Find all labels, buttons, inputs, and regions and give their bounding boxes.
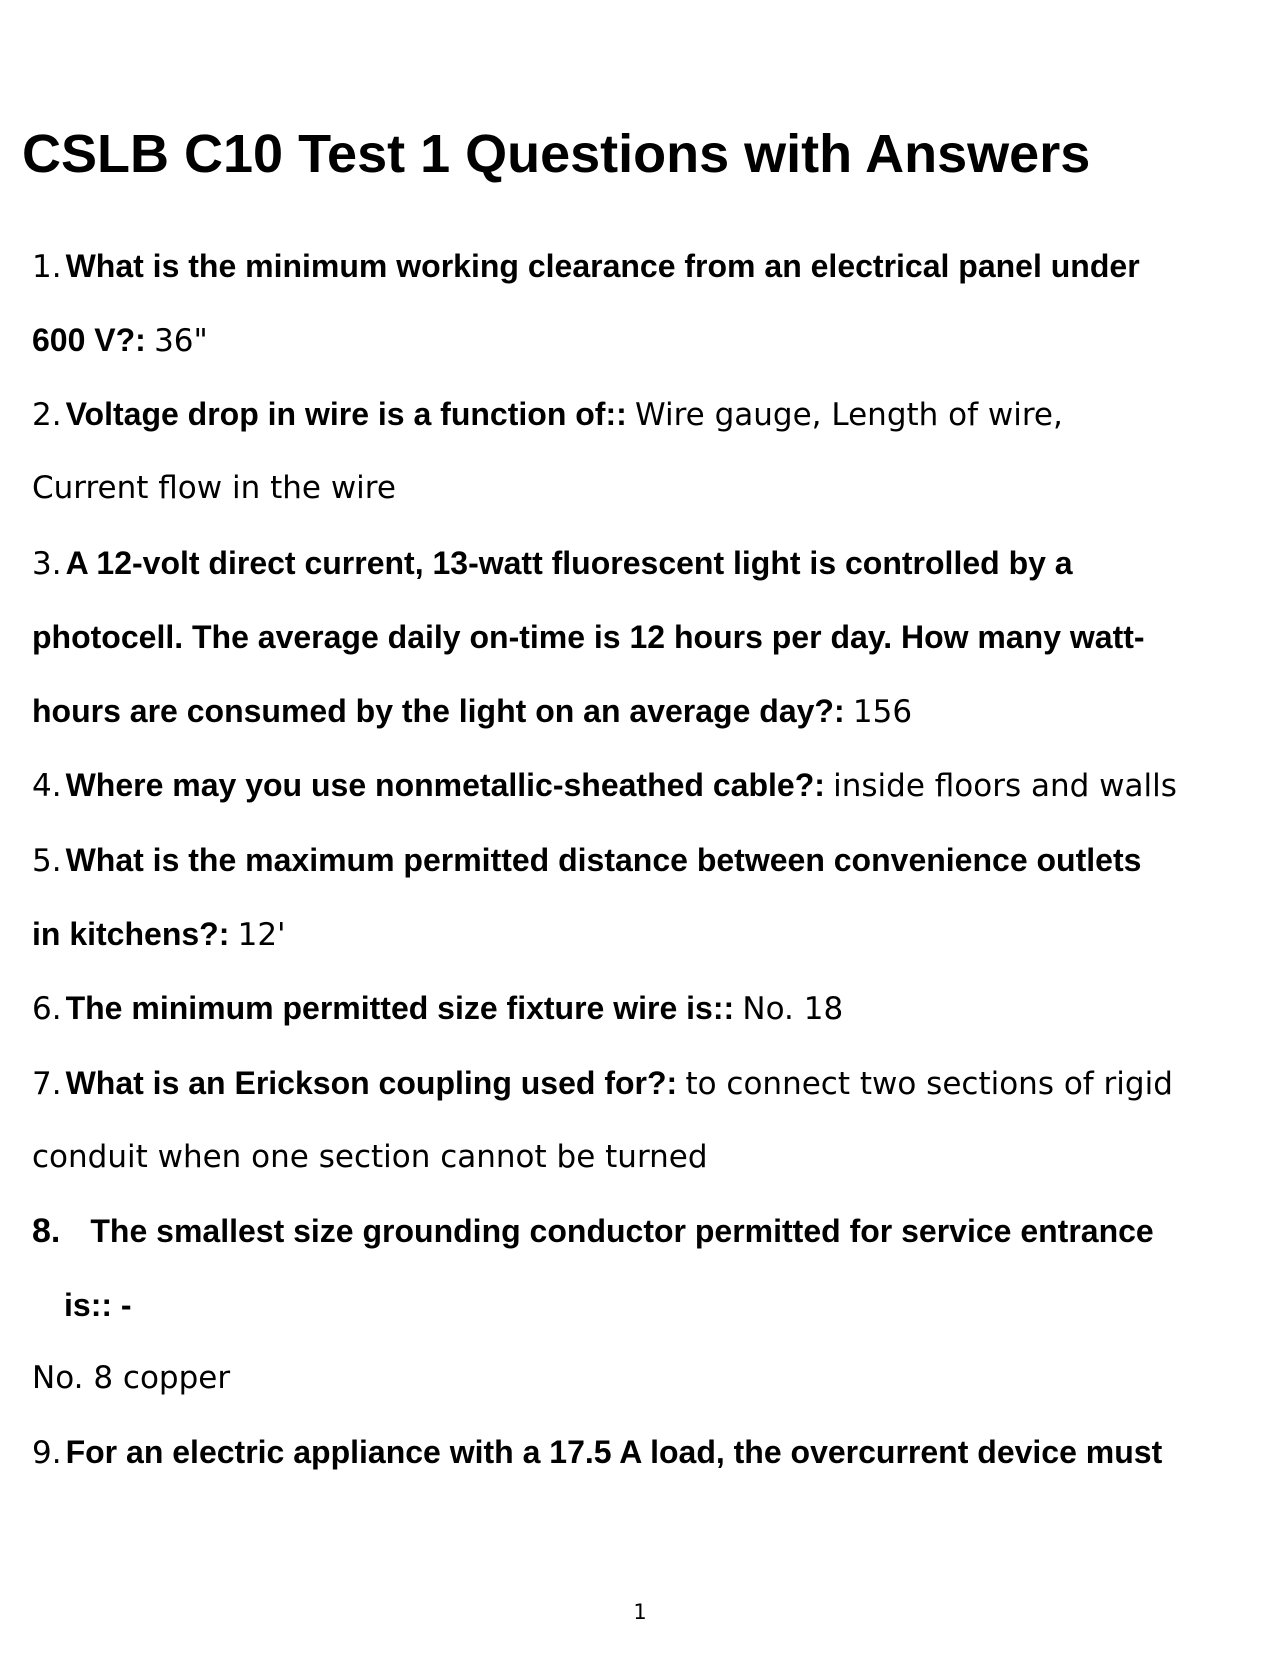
question-7-line-2 bbox=[32, 1137, 708, 1177]
question-number: 3. bbox=[32, 546, 62, 582]
question-text: What is the maximum permitted distance between convenience outlets bbox=[65, 842, 1142, 878]
answer-text: 36" bbox=[154, 323, 208, 359]
answer-text: Wire gauge, Length of wire, bbox=[635, 397, 1063, 433]
question-6-line-1 bbox=[32, 988, 843, 1029]
page-number: 1 bbox=[633, 1600, 647, 1624]
answer-text: 156 bbox=[852, 694, 913, 730]
question-text: is:: - bbox=[64, 1287, 132, 1323]
question-number: 2. bbox=[32, 397, 62, 433]
question-2-line-2 bbox=[32, 468, 396, 508]
question-number: 8. bbox=[32, 1212, 61, 1250]
answer-text: conduit when one section cannot be turned bbox=[32, 1139, 708, 1175]
question-text: 600 V?: bbox=[32, 322, 146, 358]
question-number: 9. bbox=[32, 1435, 62, 1471]
question-text: What is an Erickson coupling used for?: bbox=[65, 1065, 678, 1101]
question-text: What is the minimum working clearance from an electrical panel under bbox=[65, 248, 1140, 284]
question-number: 7. bbox=[32, 1066, 62, 1102]
question-number: 4. bbox=[32, 768, 62, 804]
question-text: For an electric appliance with a 17.5 A load, the overcurrent device must bbox=[65, 1434, 1163, 1470]
question-text: photocell. The average daily on-time is 12 hours per day. How many watt- bbox=[32, 619, 1145, 655]
answer-text: No. 18 bbox=[742, 991, 844, 1027]
question-text: Where may you use nonmetallic-sheathed cable?: bbox=[65, 767, 825, 803]
question-8-line-1 bbox=[32, 1211, 1154, 1252]
question-text: hours are consumed by the light on an average day?: bbox=[32, 693, 845, 729]
question-2-line-1 bbox=[32, 394, 1063, 435]
question-4-line-1 bbox=[32, 765, 1177, 806]
question-8-answer bbox=[32, 1358, 230, 1398]
answer-text: No. 8 copper bbox=[32, 1360, 231, 1396]
question-text: Voltage drop in wire is a function of:: bbox=[65, 396, 627, 432]
question-3-line-1 bbox=[32, 543, 1073, 584]
question-number: 6. bbox=[32, 991, 62, 1027]
question-text: The smallest size grounding conductor permitted for service entrance bbox=[90, 1213, 1154, 1249]
question-5-line-2 bbox=[32, 914, 286, 955]
question-text: in kitchens?: bbox=[32, 916, 230, 952]
question-1-line-1 bbox=[32, 246, 1140, 287]
question-3-line-3 bbox=[32, 691, 912, 732]
question-number: 5. bbox=[32, 843, 62, 879]
page-title: CSLB C10 Test 1 Questions with Answers bbox=[22, 124, 1091, 184]
answer-text: 12' bbox=[237, 917, 286, 953]
question-5-line-1 bbox=[32, 840, 1141, 881]
question-text: A 12-volt direct current, 13-watt fluorescent light is controlled by a bbox=[65, 545, 1073, 581]
answer-text: inside floors and walls bbox=[833, 768, 1177, 804]
question-8-line-2 bbox=[64, 1285, 132, 1326]
question-number: 1. bbox=[32, 249, 62, 285]
answer-text: to connect two sections of rigid bbox=[685, 1066, 1173, 1102]
question-1-line-2 bbox=[32, 320, 208, 361]
question-7-line-1 bbox=[32, 1063, 1173, 1104]
question-9-line-1 bbox=[32, 1432, 1162, 1473]
answer-text: Current flow in the wire bbox=[32, 470, 396, 506]
question-3-line-2 bbox=[32, 617, 1145, 658]
question-text: The minimum permitted size fixture wire is:: bbox=[65, 990, 735, 1026]
